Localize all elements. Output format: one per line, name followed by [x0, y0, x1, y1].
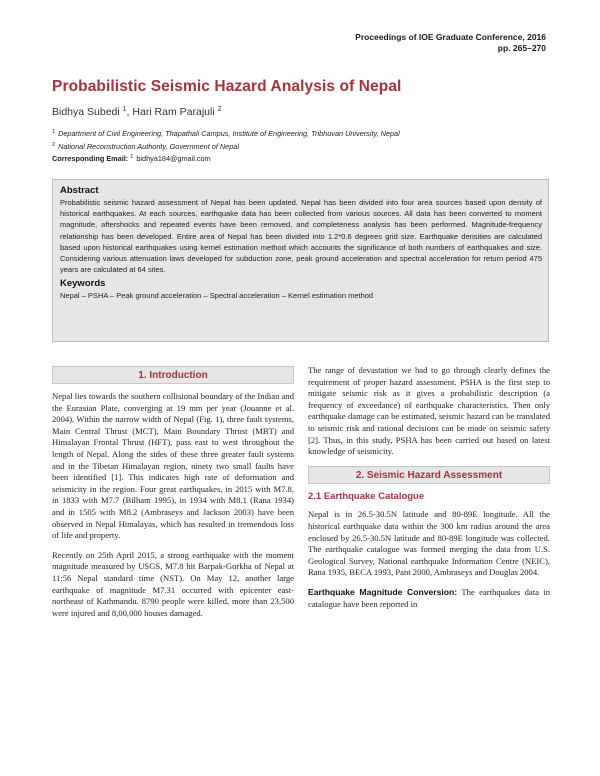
author-2-mark: 2: [217, 106, 222, 113]
affiliation-2-mark: 2: [52, 141, 56, 148]
page-range: pp. 265–270: [497, 43, 546, 53]
email-link[interactable]: bidhya184@gmail.com: [136, 154, 211, 163]
proceedings-line: Proceedings of IOE Graduate Conference, 2016: [355, 32, 546, 42]
intro-paragraph-1: Nepal lies towards the southern collisional boundary of the Indian and the Eurasian Plate, converging at 19 mm per year (Jouanne et al. 2004). Within the narrow width of Nepal (Fig. 1), three fault systems, Main Central Thrust (MCT), Main Boundary Thrust (MBT) and Himalayan Frontal Thrust (HFT), pass east to west throughout the length of Nepal. Along the sides of these three greater fault systems and in the Tibetan Himalayan region, ninety two small faults have been identified [1]. This indicates high rate of deformation and seismicity in the region. Four great earthquakes, in 2015 with M7.8, in 1833 with M7.7 (Bilham 1995), in 1934 with M8.1 (Rana 1934) and in 1505 with M8.2 (Ambraseys and Jackson 2003) have been observed in Nepal Himalayas, which has resulted in tremendous loss of life and property.: [52, 391, 294, 541]
affiliation-2-text: National Reconstruction Authority, Government of Nepal: [58, 141, 239, 151]
catalogue-paragraph: Nepal is in 26.5-30.5N latitude and 80-89E longitude. All the historical earthquake data within the 300 km radius around the area enclosed by 26.5-30.5N latitude and 80-89E longitude was collected. The earthquake catalogue was formed merging the data from U.S. Geological Survey, National earthquake Information Centre (NEIC), Rana 1935, BECA 1993, Pant 2000, Ambraseys and Douglas 2004.: [308, 509, 550, 578]
conference-header: [355, 32, 546, 54]
author-separator: ,: [126, 106, 133, 118]
author-1-mark: 1: [122, 106, 127, 113]
right-column: [308, 365, 550, 618]
keywords-heading: Keywords: [60, 278, 106, 290]
abstract-text: Probabilistic seismic hazard assessment of Nepal has been updated. Nepal has been divided into four area sources based upon density of historical earthquakes. At each sources, earthquake data has been collected from various sources. All data has been converted to moment magnitude, aftershocks and repeated events have been removed, and completeness analysis has been performed. Magnitude-frequency relationship has been developed. Entire area of Nepal has been divided into 1.2*0.6 degrees grid size. Earthquake densities are calculated based upon historical earthquakes using kernel estimation method which accounts the significance of both numbers of earthquakes and size. Considering various attenuation laws developed for subduction zone, peak ground acceleration and spectral acceleration for return period 475 years are calculated at 64 sites.: [60, 198, 542, 275]
section-heading-seismic-hazard: 2. Seismic Hazard Assessment: [308, 466, 550, 484]
magnitude-conversion-text: The earthquakes data in catalogue have been reported in: [308, 586, 550, 609]
intro-paragraph-2: Recently on 25th April 2015, a strong earthquake with the moment magnitude measured by USGS, M7.8 hit Barpak-Gorkha of Nepal at 11:56 Nepal standard time (NST). On May 12, another large earthquake of magnitude M7.31 occurred with epicenter east-northeast of Kathmandu. 8790 people were killed, more than 23,500 were injured and 8,00,000 houses damaged.: [52, 549, 294, 618]
affiliation-1-text: Department of Civil Engineering, Thapathali Campus, Institute of Engineering, Tribhuvan University, Nepal: [58, 129, 400, 138]
magnitude-conversion-runin: Earthquake Magnitude Conversion:: [308, 586, 458, 597]
abstract-heading: Abstract: [60, 185, 99, 196]
corresponding-mark: 1: [130, 154, 134, 160]
subsection-heading-catalogue: 2.1 Earthquake Catalogue: [308, 490, 425, 502]
intro-paragraph-3: The range of devastation we had to go through clearly defines the requirement of proper hazard assessment. PSHA is the first step to mitigate seismic risk as it gives a probabilistic description (a frequency of exceedance) of earthquake characteristics. Then only earthquake damage can be estimated, seismic hazard can be translated to seismic risk and rational decisions can be made on seismic safety [2]. Thus, in this study, PSHA has been carried out based on latest knowledge of seismicity.: [308, 365, 550, 457]
magnitude-conversion-paragraph: [308, 587, 550, 610]
affiliations: [52, 127, 400, 165]
corresponding-email: Corresponding Email: $^1$ bidhya184@gmail.com: [52, 154, 211, 163]
affiliation-1-mark: 1: [52, 129, 56, 135]
author-2-name: Hari Ram Parajuli: [132, 106, 215, 118]
keywords-text: Nepal – PSHA – Peak ground acceleration – Spectral acceleration – Kernel estimation method: [60, 291, 374, 301]
affiliation-1: [52, 127, 400, 140]
affiliation-2: [52, 140, 400, 153]
section-heading-introduction: 1. Introduction: [52, 366, 294, 384]
author-1-name: Bidhya Subedi: [52, 106, 120, 118]
abstract-box: [52, 179, 549, 342]
author-list: [52, 106, 222, 118]
corresponding-label: Corresponding Email: [52, 154, 126, 163]
paper-title: Probabilistic Seismic Hazard Analysis of Nepal: [52, 78, 402, 95]
left-column: [52, 366, 294, 627]
